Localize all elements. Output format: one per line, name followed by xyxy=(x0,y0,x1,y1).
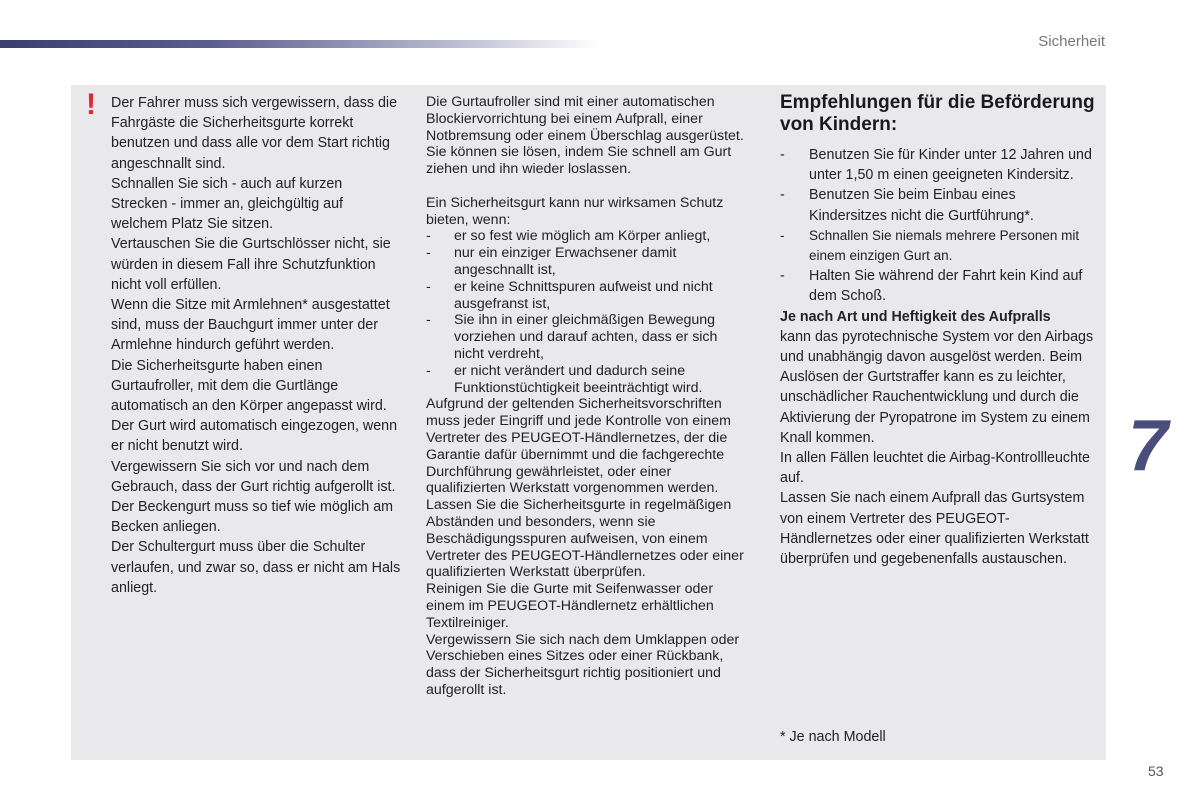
retractor-column xyxy=(426,94,751,699)
airbag-paragraph: In allen Fällen leuchtet die Airbag-Kontrollleuchte auf. xyxy=(780,450,1090,487)
header-accent-bar xyxy=(0,40,600,48)
condition-item: - er so fest wie möglich am Körper anliegt, xyxy=(426,228,751,245)
middle-paragraph: Lassen Sie die Sicherheitsgurte in regelmäßigen Abständen und besonders, wenn sie Beschädigungsspuren aufweisen, von einem Vertreter des PEUGEOT-Händlernetzes oder einer qualifizierten Werkstatt überprüfen. xyxy=(426,497,744,581)
footnote: * Je nach Modell xyxy=(780,729,886,745)
recommendation-item: - Benutzen Sie beim Einbau eines Kindersitzes nicht die Gurtführung*. xyxy=(780,185,1095,225)
warning-paragraph: Die Sicherheitsgurte haben einen Gurtaufroller, mit dem die Gurtlänge automatisch an den Körper angepasst wird. Der Gurt wird automatisch eingezogen, wenn er nicht benutzt wird. xyxy=(111,357,398,455)
warning-paragraph: Vergewissern Sie sich vor und nach dem Gebrauch, dass der Gurt richtig aufgerollt ist. xyxy=(111,458,396,495)
condition-lead: Ein Sicherheitsgurt kann nur wirksamen Schutz bieten, wenn: xyxy=(426,194,724,228)
condition-list xyxy=(426,228,751,396)
warning-column xyxy=(111,93,401,598)
impact-paragraph: kann das pyrotechnische System vor den Airbags und unabhängig davon ausgelöst werden. Beim Auslösen der Gurtstraffer kann es zu leichter, unschädlicher Rauchentwicklung und durch die Aktivierung der Pyropatrone im System zu einem Knall kommen. xyxy=(780,328,1094,446)
page-number: 53 xyxy=(1148,763,1164,779)
retractor-intro: Die Gurtaufroller sind mit einer automatischen Blockiervorrichtung bei einem Aufprall, einer Notbremsung oder einem Überschlag ausgerüstet. Sie können sie lösen, indem Sie schnell am Gurt ziehen und ihn wieder loslassen. xyxy=(426,94,744,178)
middle-paragraph: Vergewissern Sie sich nach dem Umklappen oder Verschieben eines Sitzes oder einer Rückbank, dass der Sicherheitsgurt richtig positioniert und aufgerollt ist. xyxy=(426,631,740,698)
warning-paragraph: Vertauschen Sie die Gurtschlösser nicht, sie würden in diesem Fall ihre Schutzfunktion nicht voll erfüllen. xyxy=(111,236,391,293)
children-column xyxy=(780,92,1095,569)
warning-paragraph: Der Fahrer muss sich vergewissern, dass die Fahrgäste die Sicherheitsgurte korrekt benutzen und dass alle vor dem Start richtig angeschnallt sind. xyxy=(111,95,398,172)
paragraph-spacer xyxy=(426,178,751,195)
warning-paragraph: Der Beckengurt muss so tief wie möglich am Becken anliegen. xyxy=(111,499,394,536)
children-heading: Empfehlungen für die Beförderung von Kindern: xyxy=(780,92,1095,135)
recommendation-item: - Schnallen Sie niemals mehrere Personen mit einem einzigen Gurt an. xyxy=(780,226,1095,266)
recommendation-item: - Halten Sie während der Fahrt kein Kind auf dem Schoß. xyxy=(780,266,1095,306)
recommendation-item: - Benutzen Sie für Kinder unter 12 Jahren und unter 1,50 m einen geeigneten Kindersitz. xyxy=(780,145,1095,185)
warning-paragraph: Wenn die Sitze mit Armlehnen* ausgestattet sind, muss der Bauchgurt immer unter der Armlehne hindurch geführt werden. xyxy=(111,297,390,354)
recommendation-list xyxy=(780,145,1095,307)
impact-heading: Je nach Art und Heftigkeit des Aufpralls xyxy=(780,308,1051,325)
condition-item: - er keine Schnittspuren aufweist und nicht ausgefranst ist, xyxy=(426,279,751,313)
warning-paragraph: Der Schultergurt muss über die Schulter verlaufen, und zwar so, dass er nicht am Hals anliegt. xyxy=(111,539,401,596)
chapter-number: 7 xyxy=(1128,406,1169,486)
middle-paragraph: Aufgrund der geltenden Sicherheitsvorschriften muss jeder Eingriff und jede Kontrolle von einem Vertreter des PEUGEOT-Händlernetzes, der die Garantie dafür übernimmt und die fachgerechte Durchführung gewährleistet, oder einer qualifizierten Werkstatt vorgenommen werden. xyxy=(426,396,731,497)
condition-item: - Sie ihn in einer gleichmäßigen Bewegung vorziehen und darauf achten, dass er sich nicht verdreht, xyxy=(426,312,751,362)
section-title: Sicherheit xyxy=(1038,33,1105,50)
warning-paragraph: Schnallen Sie sich - auch auf kurzen Strecken - immer an, gleichgültig auf welchem Platz Sie sitzen. xyxy=(111,175,344,233)
condition-item: - nur ein einziger Erwachsener damit angeschnallt ist, xyxy=(426,245,751,279)
warning-icon: ! xyxy=(86,88,96,121)
middle-paragraph: Reinigen Sie die Gurte mit Seifenwasser oder einem im PEUGEOT-Händlernetz erhältlichen Textilreiniger. xyxy=(426,581,714,631)
condition-item: - er nicht verändert und dadurch seine Funktionstüchtigkeit beeinträchtigt wird. xyxy=(426,363,751,397)
check-paragraph: Lassen Sie nach einem Aufprall das Gurtsystem von einem Vertreter des PEUGEOT-Händlernetzes oder einer qualifizierten Werkstatt überprüfen und gegebenenfalls austauschen. xyxy=(780,490,1089,568)
